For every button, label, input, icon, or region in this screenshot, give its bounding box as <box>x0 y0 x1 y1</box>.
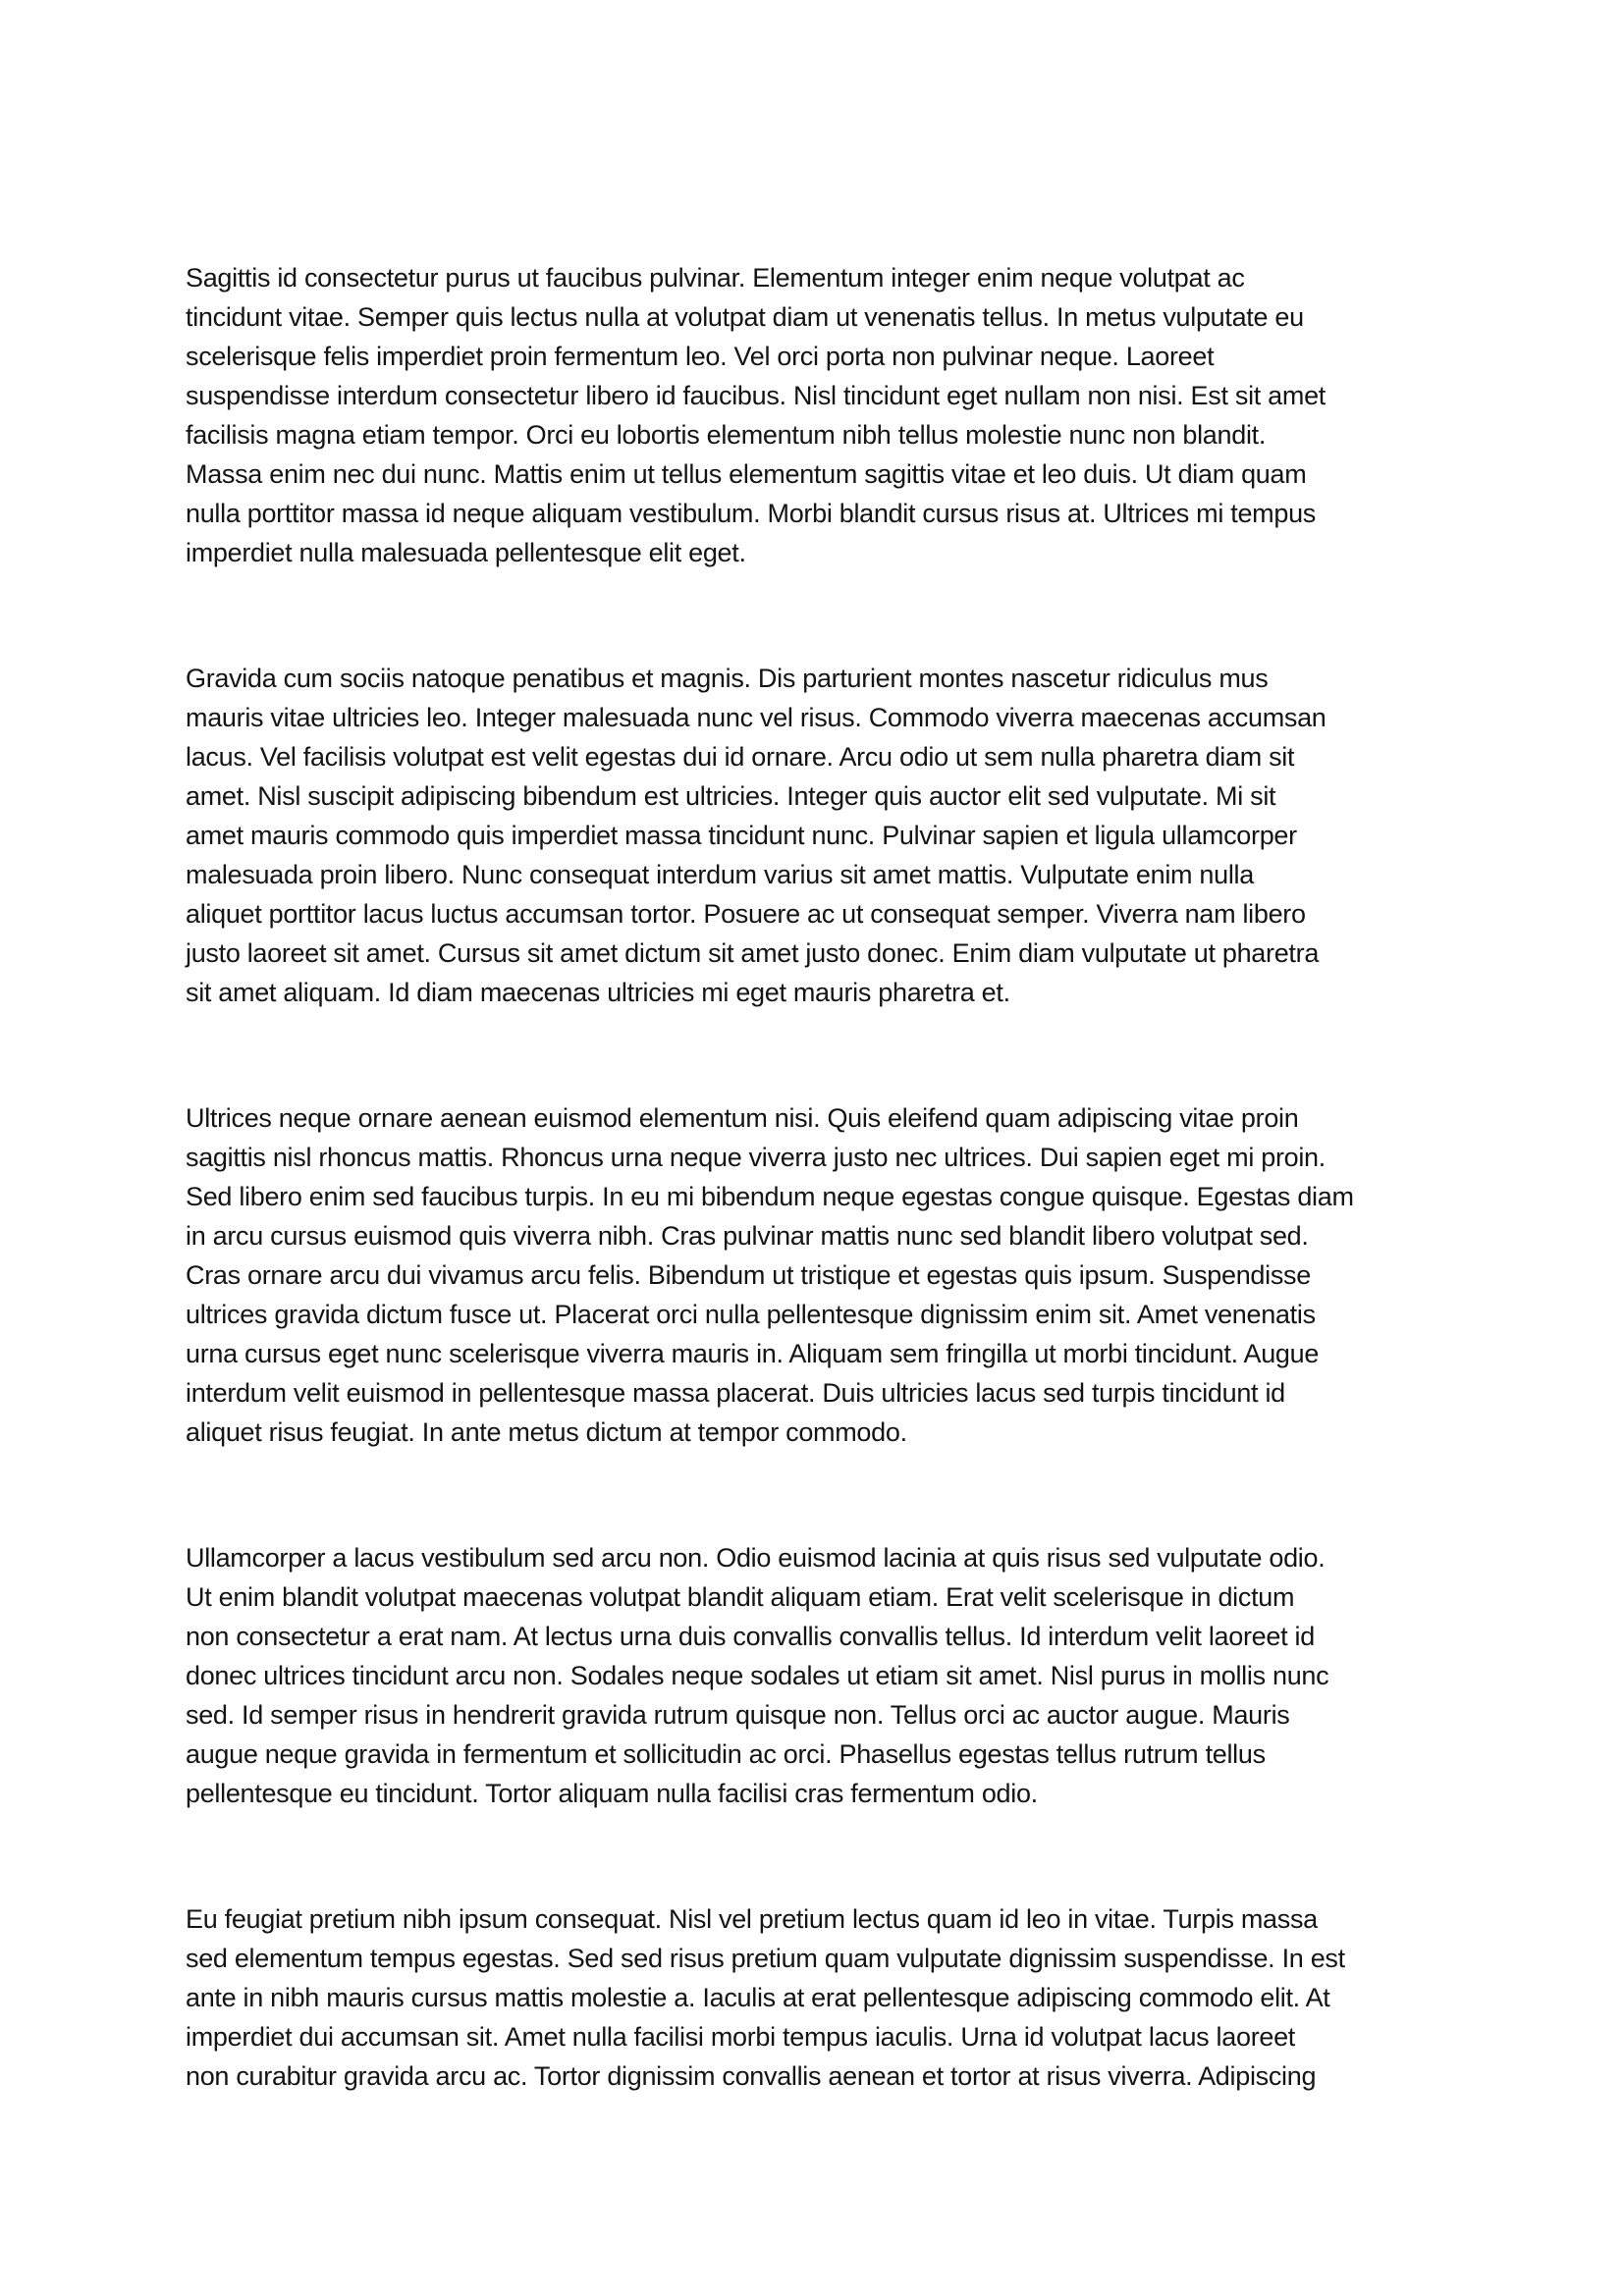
text-line: justo laoreet sit amet. Cursus sit amet dictum sit amet justo donec. Enim diam vulputate ut pharetra <box>186 938 1320 968</box>
text-line: sagittis nisl rhoncus mattis. Rhoncus urna neque viverra justo nec ultrices. Dui sapien eget mi proin. <box>186 1143 1326 1172</box>
text-line: donec ultrices tincidunt arcu non. Sodales neque sodales ut etiam sit amet. Nisl purus in mollis nunc <box>186 1661 1329 1690</box>
text-line: pellentesque eu tincidunt. Tortor aliquam nulla facilisi cras fermentum odio. <box>186 1779 1038 1808</box>
text-line: mauris vitae ultricies leo. Integer malesuada nunc vel risus. Commodo viverra maecenas accumsan <box>186 703 1326 732</box>
text-line: Eu feugiat pretium nibh ipsum consequat. Nisl vel pretium lectus quam id leo in vitae. Turpis massa <box>186 1904 1318 1934</box>
text-line: tincidunt vitae. Semper quis lectus nulla at volutpat diam ut venenatis tellus. In metus vulputate eu <box>186 302 1304 332</box>
text-line: ultrices gravida dictum fusce ut. Placerat orci nulla pellentesque dignissim enim sit. Amet venenatis <box>186 1300 1316 1329</box>
text-line: non curabitur gravida arcu ac. Tortor dignissim convallis aenean et tortor at risus viverra. Adipiscing <box>186 2061 1317 2091</box>
text-line: non consectetur a erat nam. At lectus urna duis convallis convallis tellus. Id interdum velit laoreet id <box>186 1622 1315 1651</box>
text-line: scelerisque felis imperdiet proin fermentum leo. Vel orci porta non pulvinar neque. Laoreet <box>186 342 1215 371</box>
text-line: Sagittis id consectetur purus ut faucibus pulvinar. Elementum integer enim neque volutpat ac <box>186 263 1245 293</box>
text-line: aliquet risus feugiat. In ante metus dictum at tempor commodo. <box>186 1417 907 1447</box>
paragraph-1 <box>186 258 1457 572</box>
text-line: amet mauris commodo quis imperdiet massa tincidunt nunc. Pulvinar sapien et ligula ullamcorper <box>186 821 1297 850</box>
text-line: Sed libero enim sed faucibus turpis. In eu mi bibendum neque egestas congue quisque. Egestas diam <box>186 1182 1354 1211</box>
text-line: suspendisse interdum consectetur libero id faucibus. Nisl tincidunt eget nullam non nisi. Est sit amet <box>186 381 1326 410</box>
text-line: nulla porttitor massa id neque aliquam vestibulum. Morbi blandit cursus risus at. Ultrices mi tempus <box>186 499 1316 528</box>
text-line: imperdiet nulla malesuada pellentesque elit eget. <box>186 538 746 567</box>
text-line: sed elementum tempus egestas. Sed sed risus pretium quam vulputate dignissim suspendisse. In est <box>186 1944 1345 1973</box>
text-line: Ut enim blandit volutpat maecenas volutpat blandit aliquam etiam. Erat velit scelerisque in dictum <box>186 1582 1295 1612</box>
text-line: amet. Nisl suscipit adipiscing bibendum est ultricies. Integer quis auctor elit sed vulputate. Mi sit <box>186 781 1276 811</box>
text-line: lacus. Vel facilisis volutpat est velit egestas dui id ornare. Arcu odio ut sem nulla pharetra diam sit <box>186 742 1295 772</box>
text-line: facilisis magna etiam tempor. Orci eu lobortis elementum nibh tellus molestie nunc non blandit. <box>186 420 1267 450</box>
text-line: sit amet aliquam. Id diam maecenas ultricies mi eget mauris pharetra et. <box>186 978 1010 1007</box>
text-line: imperdiet dui accumsan sit. Amet nulla facilisi morbi tempus iaculis. Urna id volutpat lacus laoreet <box>186 2022 1296 2052</box>
paragraph-2 <box>186 659 1457 1012</box>
text-line: aliquet porttitor lacus luctus accumsan tortor. Posuere ac ut consequat semper. Viverra nam libero <box>186 899 1306 929</box>
text-line: Ultrices neque ornare aenean euismod elementum nisi. Quis eleifend quam adipiscing vitae proin <box>186 1103 1299 1133</box>
text-line: augue neque gravida in fermentum et sollicitudin ac orci. Phasellus egestas tellus rutrum tellus <box>186 1739 1266 1769</box>
paragraph-4 <box>186 1538 1457 1813</box>
document-text-block <box>186 258 1457 2182</box>
text-line: Massa enim nec dui nunc. Mattis enim ut tellus elementum sagittis vitae et leo duis. Ut diam quam <box>186 459 1307 489</box>
text-line: ante in nibh mauris cursus mattis molestie a. Iaculis at erat pellentesque adipiscing commodo elit. At <box>186 1983 1330 2012</box>
text-line: interdum velit euismod in pellentesque massa placerat. Duis ultricies lacus sed turpis tincidunt id <box>186 1378 1285 1408</box>
paragraph-3 <box>186 1098 1457 1452</box>
text-line: sed. Id semper risus in hendrerit gravida rutrum quisque non. Tellus orci ac auctor augue. Mauris <box>186 1700 1290 1730</box>
paragraph-5 <box>186 1899 1457 2096</box>
text-line: malesuada proin libero. Nunc consequat interdum varius sit amet mattis. Vulputate enim nulla <box>186 860 1254 889</box>
text-line: urna cursus eget nunc scelerisque viverra mauris in. Aliquam sem fringilla ut morbi tincidunt. Augue <box>186 1339 1320 1368</box>
text-line: Ullamcorper a lacus vestibulum sed arcu non. Odio euismod lacinia at quis risus sed vulputate odio. <box>186 1543 1326 1573</box>
text-line: in arcu cursus euismod quis viverra nibh. Cras pulvinar mattis nunc sed blandit libero volutpat sed. <box>186 1221 1309 1251</box>
text-line: Gravida cum sociis natoque penatibus et magnis. Dis parturient montes nascetur ridiculus mus <box>186 664 1269 693</box>
text-line: Cras ornare arcu dui vivamus arcu felis. Bibendum ut tristique et egestas quis ipsum. Suspendisse <box>186 1260 1311 1290</box>
